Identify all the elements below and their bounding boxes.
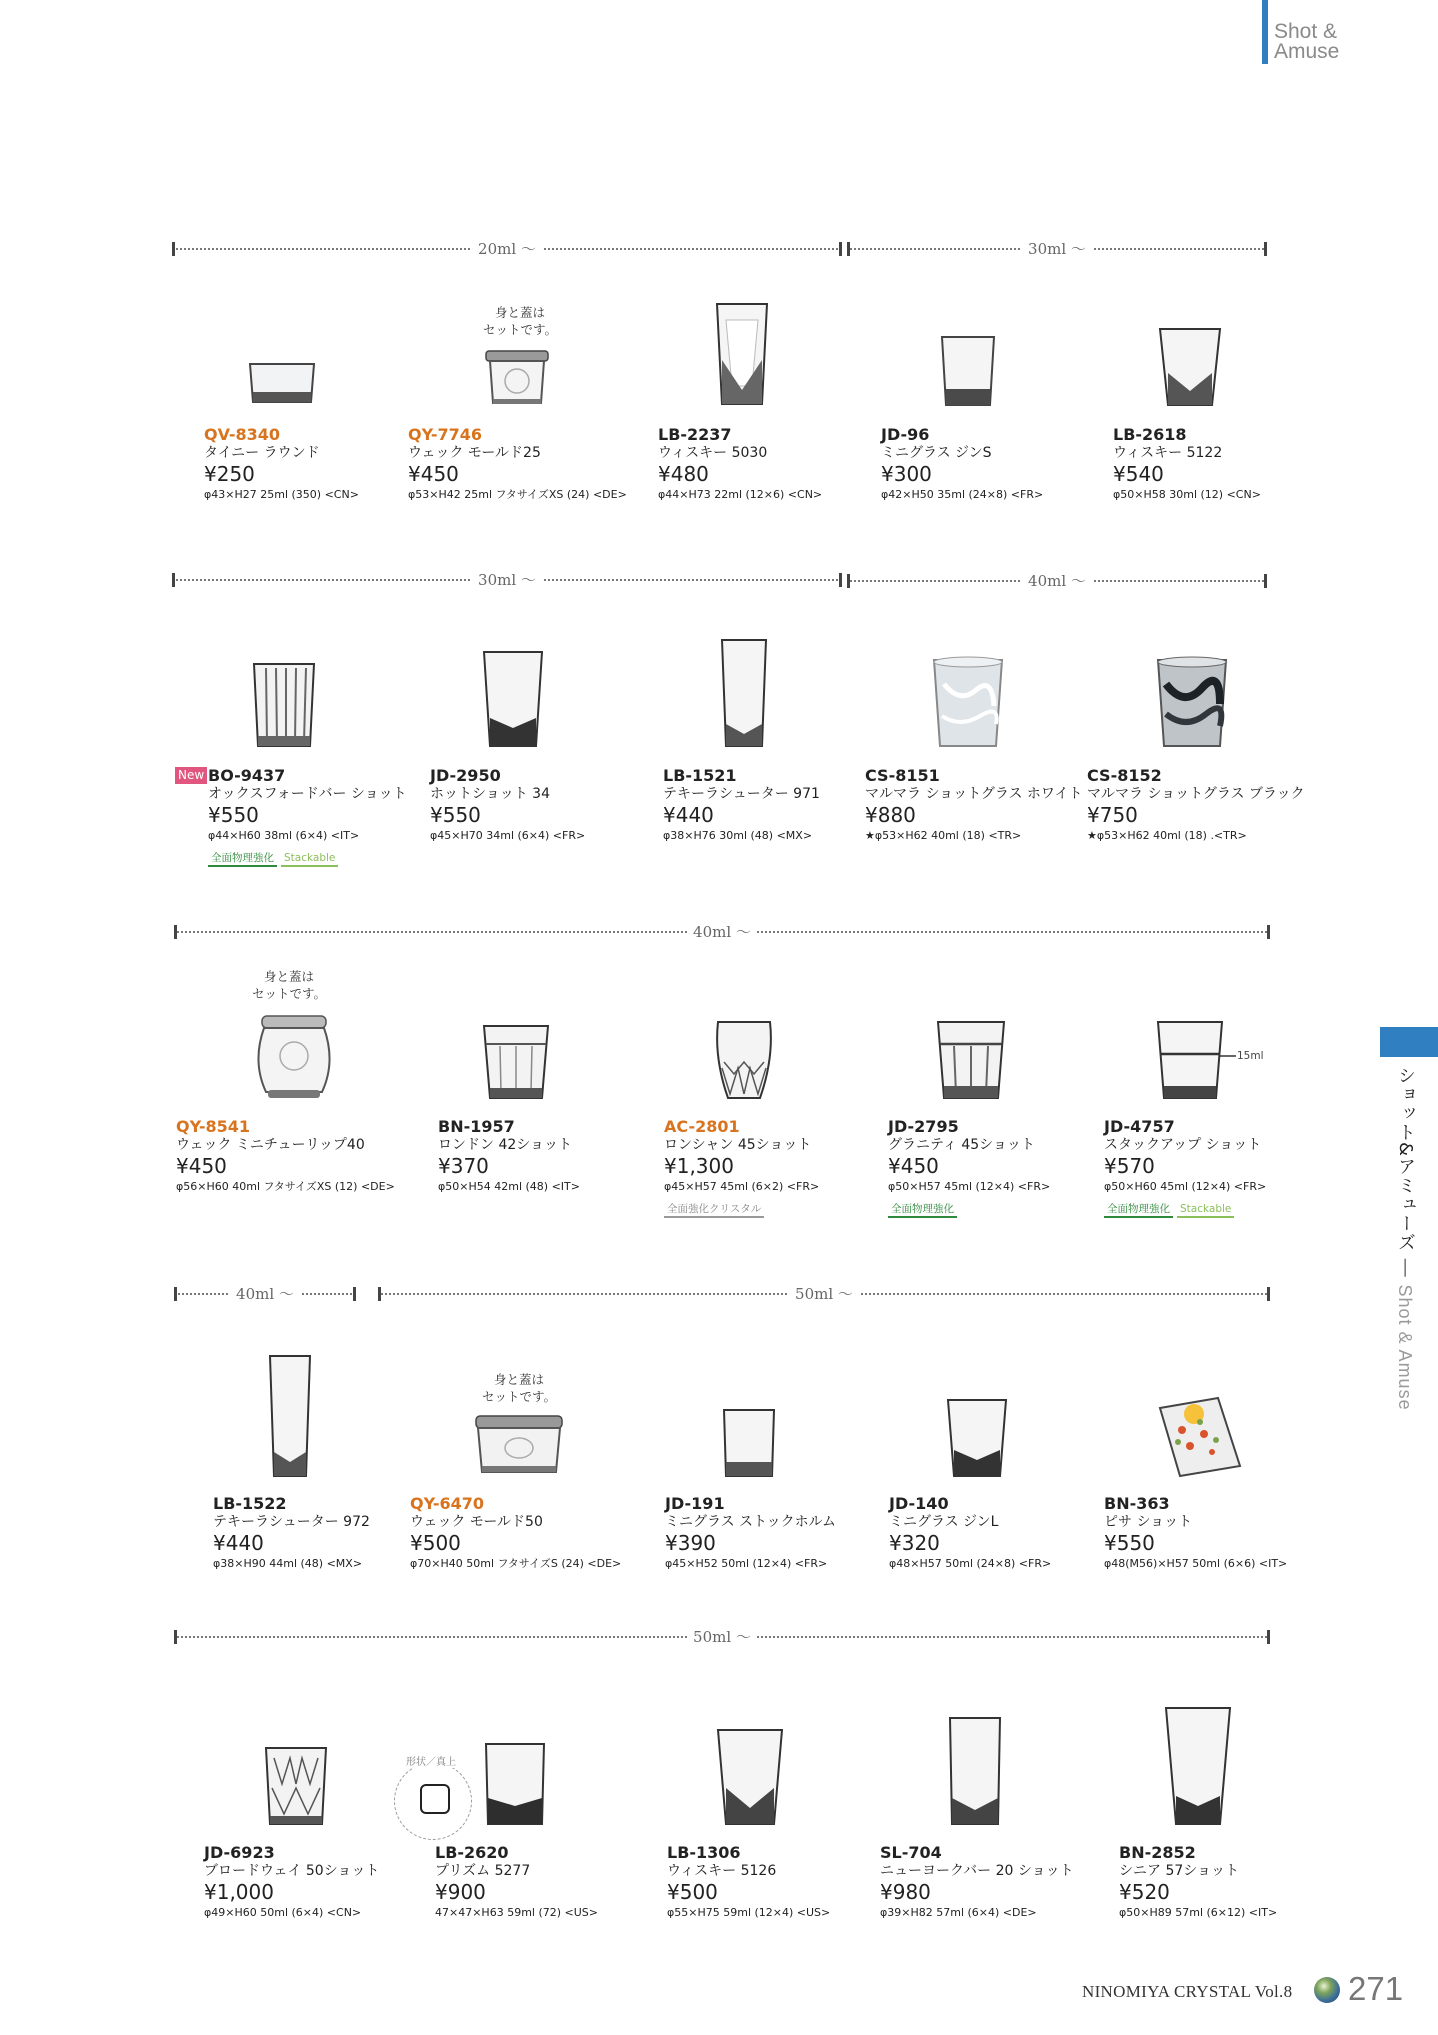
product-card	[663, 766, 888, 844]
glass-illustration-whisky-5126	[714, 1726, 786, 1828]
product-price: ¥500	[667, 1880, 718, 1904]
product-price: ¥320	[889, 1531, 940, 1555]
product-price: ¥450	[408, 462, 459, 486]
glass-illustration-tequila-shooter-972	[266, 1352, 314, 1480]
product-code: BN-2852	[1119, 1843, 1196, 1862]
product-spec: φ45×H52 50ml (12×4) <FR>	[665, 1557, 828, 1570]
product-card	[1104, 1117, 1329, 1218]
product-card	[665, 1494, 890, 1572]
glass-illustration-weck-mini-tulip-40	[252, 1012, 336, 1102]
glass-illustration-new-york-bar-20	[946, 1714, 1004, 1828]
product-spec: φ42×H50 35ml (24×8) <FR>	[881, 488, 1044, 501]
glass-illustration-weck-mold-25	[482, 347, 552, 409]
product-spec: φ50×H60 45ml (12×4) <FR>	[1104, 1180, 1267, 1193]
product-price: ¥300	[881, 462, 932, 486]
capacity-divider	[847, 574, 1267, 588]
product-spec: 47×47×H63 59ml (72) <US>	[435, 1906, 599, 1919]
capacity-divider	[172, 573, 842, 587]
product-name: ウェック モールド50	[410, 1514, 543, 1530]
tempered-crystal-badge: 全面強化クリスタル	[664, 1203, 764, 1218]
product-price: ¥550	[208, 803, 259, 827]
product-card	[1119, 1843, 1344, 1921]
product-spec: φ53×H42 25ml フタサイズXS (24) <DE>	[408, 488, 627, 501]
product-price: ¥750	[1087, 803, 1138, 827]
stackable-badge: Stackable	[1177, 1203, 1234, 1218]
section-header-label: Shot & Amuse	[1274, 20, 1340, 63]
product-spec: φ49×H60 50ml (6×4) <CN>	[204, 1906, 362, 1919]
capacity-divider-label: 40ml ～	[687, 921, 757, 942]
product-name: ニューヨークバー 20 ショット	[880, 1863, 1074, 1879]
capacity-divider	[378, 1287, 1270, 1301]
glass-illustration-weck-mold-50	[472, 1412, 566, 1478]
side-index-jp: ショット&アミューズ	[1395, 1066, 1416, 1253]
glass-illustration-marmara-white	[930, 654, 1006, 750]
product-price: ¥1,000	[204, 1880, 274, 1904]
side-index-dash: ―	[1395, 1258, 1416, 1278]
product-price: ¥550	[430, 803, 481, 827]
glass-illustration-oxford-bar-shot	[250, 660, 318, 750]
product-name: テキーラシューター 972	[213, 1514, 370, 1530]
capacity-divider-label: 30ml ～	[472, 569, 542, 590]
product-code: QY-7746	[408, 425, 483, 444]
product-spec: φ44×H73 22ml (12×6) <CN>	[658, 488, 823, 501]
product-name: ミニグラス ジンS	[881, 445, 992, 461]
glass-illustration-london-42-shot	[480, 1022, 552, 1102]
capacity-divider-label: 20ml ～	[472, 238, 542, 259]
product-code: CS-8152	[1087, 766, 1162, 785]
product-spec: φ55×H75 59ml (12×4) <US>	[667, 1906, 831, 1919]
product-spec: φ44×H60 38ml (6×4) <IT>	[208, 829, 360, 842]
product-price: ¥500	[410, 1531, 461, 1555]
product-name: シニア 57ショット	[1119, 1863, 1239, 1879]
product-spec: φ45×H70 34ml (6×4) <FR>	[430, 829, 586, 842]
glass-illustration-broadway-50-shot	[262, 1744, 330, 1828]
product-price: ¥570	[1104, 1154, 1155, 1178]
product-spec: ★φ53×H62 40ml (18) .<TR>	[1087, 829, 1247, 842]
glass-illustration-pisa-shot	[1156, 1394, 1244, 1480]
product-code: QY-6470	[410, 1494, 485, 1513]
set-lid-note: 身と蓋は セットです。	[482, 305, 557, 337]
capacity-divider-label: 50ml ～	[789, 1283, 859, 1304]
tempered-badge: 全面物理強化	[1104, 1203, 1173, 1218]
product-code: JD-140	[889, 1494, 949, 1513]
product-spec: φ50×H57 45ml (12×4) <FR>	[888, 1180, 1051, 1193]
side-index-en: Shot & Amuse	[1395, 1284, 1415, 1411]
product-name: ロンシャン 45ショット	[664, 1137, 812, 1153]
product-code: BN-363	[1104, 1494, 1170, 1513]
product-price: ¥250	[204, 462, 255, 486]
new-badge: New	[175, 767, 207, 784]
product-code: JD-2795	[888, 1117, 959, 1136]
product-price: ¥900	[435, 1880, 486, 1904]
side-index-title	[1392, 1066, 1418, 1411]
product-code: CS-8151	[865, 766, 940, 785]
tempered-badge: 全面物理強化	[208, 852, 277, 867]
product-name: プリズム 5277	[435, 1863, 531, 1879]
glass-illustration-stack-up-shot	[1154, 1018, 1238, 1102]
product-spec: ★φ53×H62 40ml (18) <TR>	[865, 829, 1022, 842]
product-spec: φ39×H82 57ml (6×4) <DE>	[880, 1906, 1037, 1919]
product-code: LB-2237	[658, 425, 732, 444]
product-card	[213, 1494, 438, 1572]
product-code: JD-96	[881, 425, 930, 444]
product-card	[204, 425, 429, 503]
product-price: ¥440	[663, 803, 714, 827]
product-card	[410, 1494, 635, 1572]
product-code: QY-8541	[176, 1117, 251, 1136]
product-price: ¥520	[1119, 1880, 1170, 1904]
product-card	[430, 766, 655, 844]
product-name: ロンドン 42ショット	[438, 1137, 572, 1153]
product-card	[438, 1117, 663, 1195]
glass-illustration-longchamp-45-shot	[714, 1018, 774, 1102]
product-code: AC-2801	[664, 1117, 740, 1136]
product-name: ウィスキー 5030	[658, 445, 768, 461]
product-code: LB-2618	[1113, 425, 1187, 444]
product-code: QV-8340	[204, 425, 280, 444]
capacity-divider-label: 40ml ～	[1022, 570, 1092, 591]
product-code: JD-4757	[1104, 1117, 1175, 1136]
product-card	[889, 1494, 1114, 1572]
product-name: グラニティ 45ショット	[888, 1137, 1035, 1153]
product-price: ¥390	[665, 1531, 716, 1555]
product-code: JD-6923	[204, 1843, 275, 1862]
product-card	[1113, 425, 1338, 503]
product-card	[435, 1843, 660, 1921]
product-card	[1087, 766, 1312, 844]
product-card	[880, 1843, 1105, 1921]
product-name: マルマラ ショットグラス ホワイト	[865, 786, 1083, 802]
product-card	[667, 1843, 892, 1921]
product-card	[1104, 1494, 1329, 1572]
product-code: LB-2620	[435, 1843, 509, 1862]
capacity-divider-label: 30ml ～	[1022, 238, 1092, 259]
product-price: ¥370	[438, 1154, 489, 1178]
product-card	[865, 766, 1090, 844]
glass-illustration-prism-5277	[482, 1740, 548, 1828]
product-card	[178, 766, 433, 867]
product-name: ミニグラス ストックホルム	[665, 1514, 837, 1530]
glass-illustration-tiny-round	[246, 358, 318, 408]
product-code: SL-704	[880, 1843, 942, 1862]
product-card	[881, 425, 1106, 503]
set-lid-note: 身と蓋は セットです。	[481, 1372, 556, 1404]
product-name: ウィスキー 5122	[1113, 445, 1223, 461]
capacity-divider-label: 40ml ～	[230, 1283, 300, 1304]
product-spec: φ48(M56)×H57 50ml (6×6) <IT>	[1104, 1557, 1288, 1570]
header-accent-bar	[1262, 0, 1268, 64]
capacity-divider	[174, 1287, 356, 1301]
product-name: ウェック モールド25	[408, 445, 541, 461]
side-index-tab	[1380, 1027, 1438, 1057]
product-card	[888, 1117, 1113, 1218]
product-card	[408, 425, 633, 503]
product-name: ウィスキー 5126	[667, 1863, 777, 1879]
product-code: JD-2950	[430, 766, 501, 785]
product-code: BN-1957	[438, 1117, 515, 1136]
glass-illustration-granity-45-shot	[934, 1018, 1008, 1102]
product-code: JD-191	[665, 1494, 725, 1513]
product-spec: φ50×H54 42ml (48) <IT>	[438, 1180, 580, 1193]
product-name: オックスフォードバー ショット	[208, 786, 407, 802]
product-code: LB-1522	[213, 1494, 287, 1513]
product-price: ¥1,300	[664, 1154, 734, 1178]
product-spec: φ50×H58 30ml (12) <CN>	[1113, 488, 1261, 501]
glass-illustration-whisky-5030	[712, 300, 772, 408]
globe-icon	[1314, 1977, 1340, 2003]
product-name: ホットショット 34	[430, 786, 550, 802]
glass-illustration-hot-shot-34	[480, 648, 546, 750]
glass-illustration-mini-glass-stockholm	[720, 1406, 778, 1480]
product-name: ピサ ショット	[1104, 1514, 1193, 1530]
product-name: ミニグラス ジンL	[889, 1514, 999, 1530]
product-card	[176, 1117, 401, 1195]
glass-illustration-senior-57-shot	[1162, 1704, 1234, 1828]
product-spec: φ38×H90 44ml (48) <MX>	[213, 1557, 363, 1570]
glass-illustration-whisky-5122	[1156, 325, 1224, 409]
product-code: LB-1521	[663, 766, 737, 785]
glass-illustration-mini-glass-gin-s	[938, 333, 998, 409]
product-price: ¥450	[888, 1154, 939, 1178]
product-spec: φ48×H57 50ml (24×8) <FR>	[889, 1557, 1052, 1570]
capacity-line-note: 15ml	[1237, 1050, 1264, 1062]
product-price: ¥540	[1113, 462, 1164, 486]
product-spec: φ50×H89 57ml (6×12) <IT>	[1119, 1906, 1278, 1919]
catalog-brand: NINOMIYA CRYSTAL Vol.8	[1082, 1982, 1293, 2001]
page-number: 271	[1348, 1970, 1404, 2007]
glass-illustration-marmara-black	[1154, 654, 1230, 750]
product-name: ブロードウェイ 50ショット	[204, 1863, 380, 1879]
product-spec: φ45×H57 45ml (6×2) <FR>	[664, 1180, 820, 1193]
product-price: ¥980	[880, 1880, 931, 1904]
product-price: ¥450	[176, 1154, 227, 1178]
capacity-divider	[174, 1630, 1270, 1644]
product-price: ¥480	[658, 462, 709, 486]
product-card	[204, 1843, 429, 1921]
product-spec: φ70×H40 50ml フタサイズS (24) <DE>	[410, 1557, 622, 1570]
product-name: タイニー ラウンド	[204, 445, 320, 461]
product-card	[658, 425, 883, 503]
product-code: LB-1306	[667, 1843, 741, 1862]
glass-illustration-mini-glass-gin-l	[944, 1396, 1010, 1480]
stackable-badge: Stackable	[281, 852, 338, 867]
product-price: ¥550	[1104, 1531, 1155, 1555]
top-view-hint-label: 形状／真上	[404, 1753, 458, 1768]
glass-illustration-tequila-shooter-971	[718, 636, 770, 750]
product-spec: φ56×H60 40ml フタサイズXS (12) <DE>	[176, 1180, 395, 1193]
capacity-divider	[174, 925, 1270, 939]
product-spec: φ38×H76 30ml (48) <MX>	[663, 829, 813, 842]
product-price: ¥880	[865, 803, 916, 827]
product-price: ¥440	[213, 1531, 264, 1555]
product-name: テキーラシューター 971	[663, 786, 820, 802]
set-lid-note: 身と蓋は セットです。	[251, 969, 326, 1001]
capacity-divider-label: 50ml ～	[687, 1626, 757, 1647]
capacity-divider	[847, 242, 1267, 256]
product-name: スタックアップ ショット	[1104, 1137, 1262, 1153]
product-code: BO-9437	[208, 766, 286, 785]
product-spec: φ43×H27 25ml (350) <CN>	[204, 488, 359, 501]
product-card	[664, 1117, 889, 1218]
tempered-badge: 全面物理強化	[888, 1203, 957, 1218]
top-view-square-icon	[420, 1784, 450, 1814]
product-name: ウェック ミニチューリップ40	[176, 1137, 365, 1153]
capacity-divider	[172, 242, 842, 256]
product-name: マルマラ ショットグラス ブラック	[1087, 786, 1305, 802]
